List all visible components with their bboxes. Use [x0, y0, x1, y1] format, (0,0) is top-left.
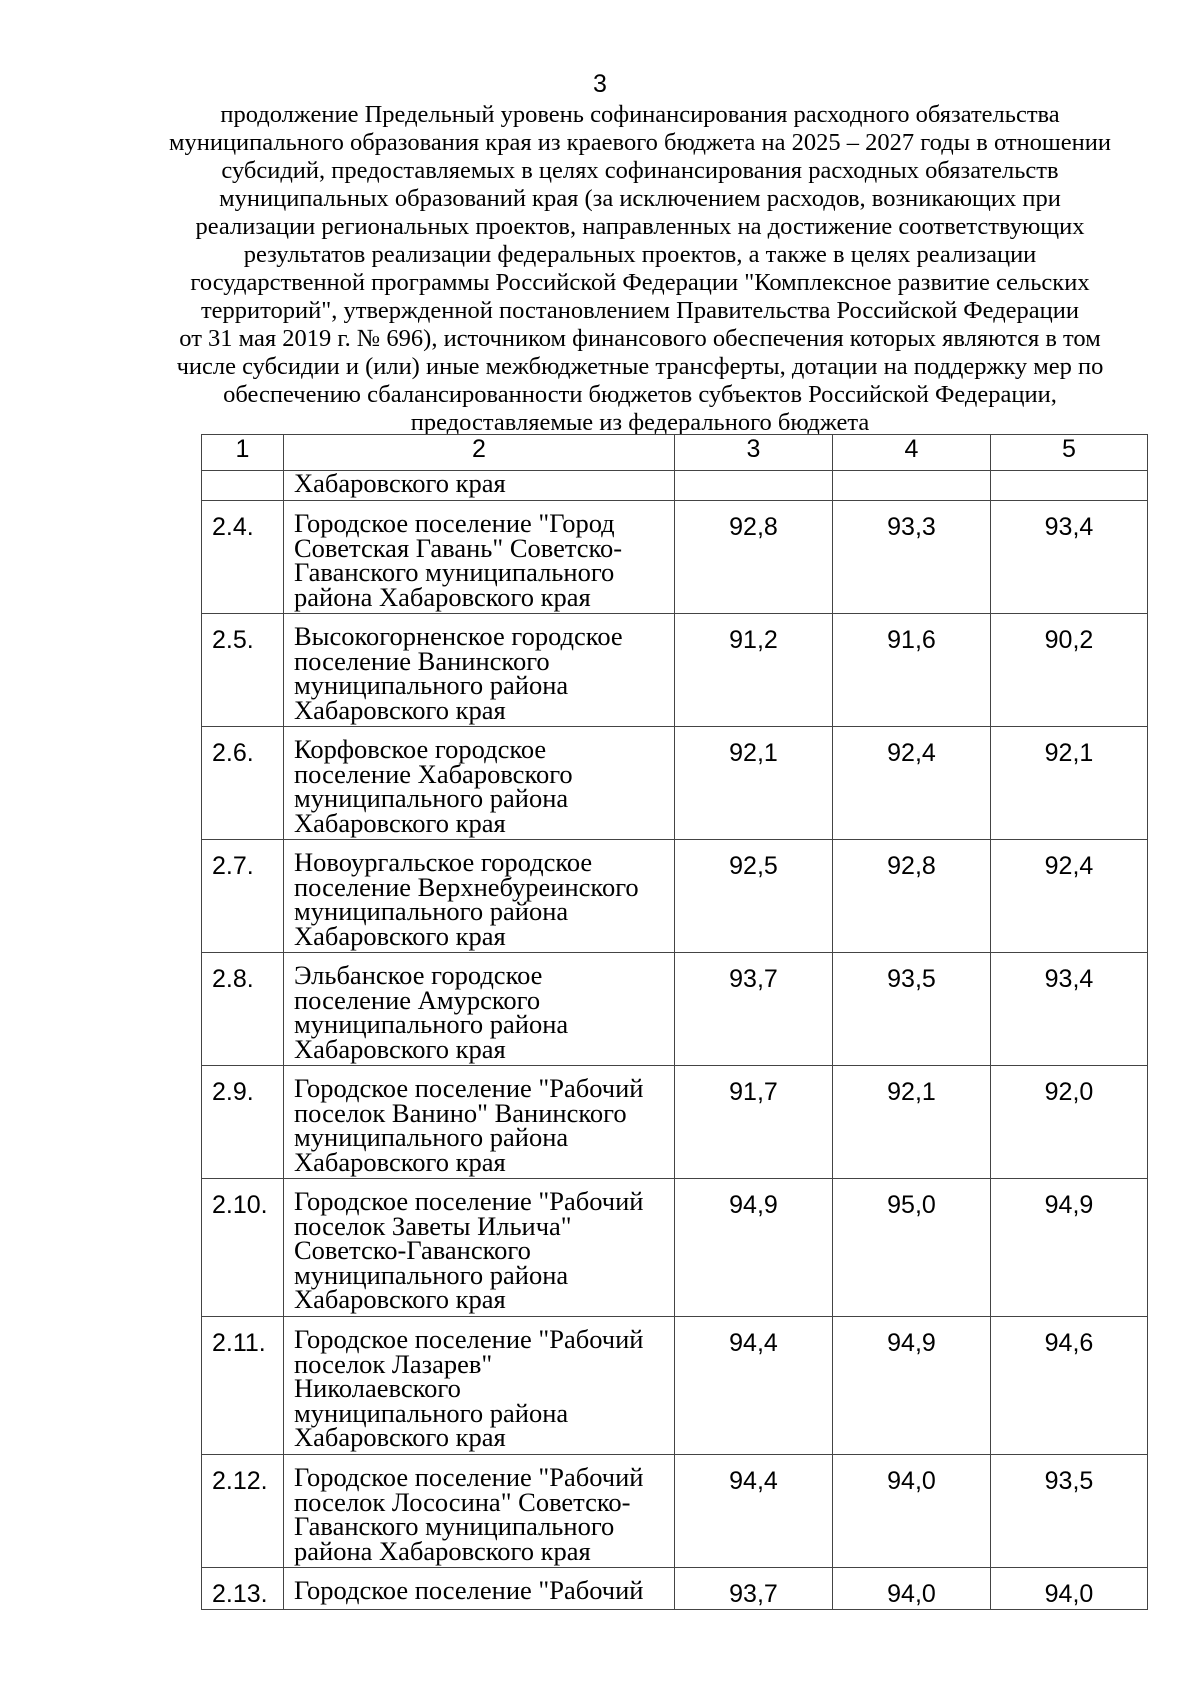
table-row [202, 501, 1148, 614]
value-v4: 94,0 [833, 1455, 991, 1568]
value-v4: 93,3 [833, 501, 991, 614]
value-v3: 94,9 [675, 1179, 833, 1317]
municipality-name [284, 1179, 675, 1317]
header-cell: 1 [202, 435, 284, 471]
name-line: Городское поселение "Рабочий [294, 1073, 644, 1103]
value-v4: 94,0 [833, 1568, 991, 1610]
name-line: Хабаровского края [294, 1146, 506, 1177]
name-line: поселение Хабаровского [294, 758, 573, 789]
title-line: предоставляемые из федерального бюджета [410, 409, 870, 436]
row-number: 2.10. [202, 1179, 284, 1317]
name-line: Хабаровского края [294, 1033, 506, 1064]
title-line: числе субсидии и (или) иные межбюджетные трансферты, дотации на поддержку мер по [176, 353, 1104, 380]
value-v4: 92,8 [833, 840, 991, 953]
value-v3: 94,4 [675, 1317, 833, 1455]
name-line: Хабаровского края [294, 468, 506, 498]
table-row [202, 614, 1148, 727]
table-row-continuation [202, 471, 1148, 501]
title-line: от 31 мая 2019 г. № 696), источником финансового обеспечения которых являются в том [179, 325, 1101, 352]
value-v5 [991, 471, 1148, 501]
name-line: поселок Лазарев" [294, 1348, 493, 1379]
municipality-name [284, 1455, 675, 1568]
municipality-name [284, 1317, 675, 1455]
value-v5: 94,0 [991, 1568, 1148, 1610]
row-number: 2.7. [202, 840, 284, 953]
row-number: 2.5. [202, 614, 284, 727]
header-cell: 2 [284, 435, 675, 471]
name-line: Городское поселение "Рабочий [294, 1575, 644, 1605]
title-line: муниципальных образований края (за исключением расходов, возникающих при [219, 185, 1061, 212]
name-line: Гаванского муниципального [294, 557, 615, 587]
municipality-name [284, 953, 675, 1066]
table-row [202, 1179, 1148, 1317]
name-line: района Хабаровского края [294, 581, 591, 612]
name-line: Гаванского муниципального [294, 1511, 615, 1541]
header-cell: 3 [675, 435, 833, 471]
value-v5: 94,9 [991, 1179, 1148, 1317]
municipality-name [284, 1066, 675, 1179]
name-line: Николаевского [294, 1373, 461, 1403]
value-v3: 94,4 [675, 1455, 833, 1568]
name-line: Корфовское городское [294, 734, 547, 764]
name-line: Хабаровского края [294, 694, 506, 725]
value-v5: 93,4 [991, 501, 1148, 614]
value-v5: 93,4 [991, 953, 1148, 1066]
row-number: 2.9. [202, 1066, 284, 1179]
title-line: муниципального образования края из краевого бюджета на 2025 – 2027 годы в отношении [168, 129, 1112, 156]
value-v4: 91,6 [833, 614, 991, 727]
value-v4: 92,1 [833, 1066, 991, 1179]
title-line: реализации региональных проектов, направленных на достижение соответствующих [195, 213, 1085, 240]
title-line: территорий", утвержденной постановлением Правительства Российской Федерации [200, 297, 1080, 324]
subsidy-table [201, 434, 1148, 1610]
value-v4: 95,0 [833, 1179, 991, 1317]
row-number: 2.12. [202, 1455, 284, 1568]
name-line: Хабаровского края [294, 1284, 506, 1314]
row-number: 2.13. [202, 1568, 284, 1610]
municipality-name [284, 1568, 675, 1610]
title-line: государственной программы Российской Федерации "Комплексное развитие сельских [190, 269, 1090, 296]
title-line: субсидий, предоставляемых в целях софинансирования расходных обязательств [221, 157, 1059, 184]
municipality-name [284, 840, 675, 953]
value-v5: 92,0 [991, 1066, 1148, 1179]
municipality-name [284, 468, 675, 501]
table-row [202, 1317, 1148, 1455]
title-line: результатов реализации федеральных проектов, а также в целях реализации [243, 241, 1037, 268]
value-v3: 92,8 [675, 501, 833, 614]
table-header-row [202, 435, 1148, 471]
value-v4 [833, 471, 991, 501]
name-line: Высокогорненское городское [294, 621, 623, 651]
document-title [150, 101, 1130, 437]
name-line: Советская Гавань" Советско- [294, 532, 623, 563]
name-line: поселение Амурского [294, 984, 541, 1015]
value-v4: 94,9 [833, 1317, 991, 1455]
name-line: муниципального района [294, 1397, 569, 1428]
name-line: Эльбанское городское [294, 960, 543, 990]
row-number: 2.4. [202, 501, 284, 614]
name-line: района Хабаровского края [294, 1535, 591, 1566]
value-v3: 93,7 [675, 1568, 833, 1610]
municipality-name [284, 614, 675, 727]
name-line: Городское поселение "Рабочий [294, 1462, 644, 1492]
table-row [202, 1066, 1148, 1179]
table-row [202, 953, 1148, 1066]
value-v4: 92,4 [833, 727, 991, 840]
table-row [202, 727, 1148, 840]
header-cell: 5 [991, 435, 1148, 471]
page-number: 3 [593, 70, 607, 98]
value-v5: 92,4 [991, 840, 1148, 953]
value-v5: 92,1 [991, 727, 1148, 840]
name-line: Хабаровского края [294, 1422, 506, 1452]
name-line: поселение Верхнебуреинского [294, 871, 639, 902]
name-line: Городское поселение "Рабочий [294, 1186, 644, 1216]
value-v5: 94,6 [991, 1317, 1148, 1455]
name-line: Хабаровского края [294, 807, 506, 838]
name-line: Советско-Гаванского [294, 1235, 531, 1265]
value-v4: 93,5 [833, 953, 991, 1066]
value-v3: 92,1 [675, 727, 833, 840]
value-v3: 91,2 [675, 614, 833, 727]
name-line: Новоургальское городское [294, 847, 593, 877]
table-row [202, 1455, 1148, 1568]
name-line: Хабаровского края [294, 920, 506, 951]
value-v3 [675, 471, 833, 501]
name-line: муниципального района [294, 670, 569, 700]
municipality-name [284, 727, 675, 840]
title-line: продолжение Предельный уровень софинансирования расходного обязательства [220, 101, 1060, 128]
header-cell: 4 [833, 435, 991, 471]
table-row [202, 1568, 1148, 1610]
name-line: поселок Заветы Ильича" [294, 1210, 572, 1241]
row-number [202, 471, 284, 501]
name-line: муниципального района [294, 1009, 569, 1039]
name-line: Городское поселение "Рабочий [294, 1324, 644, 1354]
table-row [202, 840, 1148, 953]
value-v5: 90,2 [991, 614, 1148, 727]
name-line: поселение Ванинского [294, 645, 550, 676]
value-v3: 93,7 [675, 953, 833, 1066]
municipality-name [284, 501, 675, 614]
value-v5: 93,5 [991, 1455, 1148, 1568]
name-line: муниципального района [294, 1122, 569, 1152]
name-line: муниципального района [294, 1259, 569, 1290]
value-v3: 92,5 [675, 840, 833, 953]
row-number: 2.8. [202, 953, 284, 1066]
name-line: поселок Ванино" Ванинского [294, 1097, 627, 1128]
title-line: обеспечению сбалансированности бюджетов субъектов Российской Федерации, [223, 381, 1057, 408]
row-number: 2.11. [202, 1317, 284, 1455]
name-line: муниципального района [294, 783, 569, 813]
value-v3: 91,7 [675, 1066, 833, 1179]
name-line: поселок Лососина" Советско- [294, 1486, 631, 1517]
name-line: муниципального района [294, 896, 569, 926]
row-number: 2.6. [202, 727, 284, 840]
name-line: Городское поселение "Город [294, 508, 615, 538]
